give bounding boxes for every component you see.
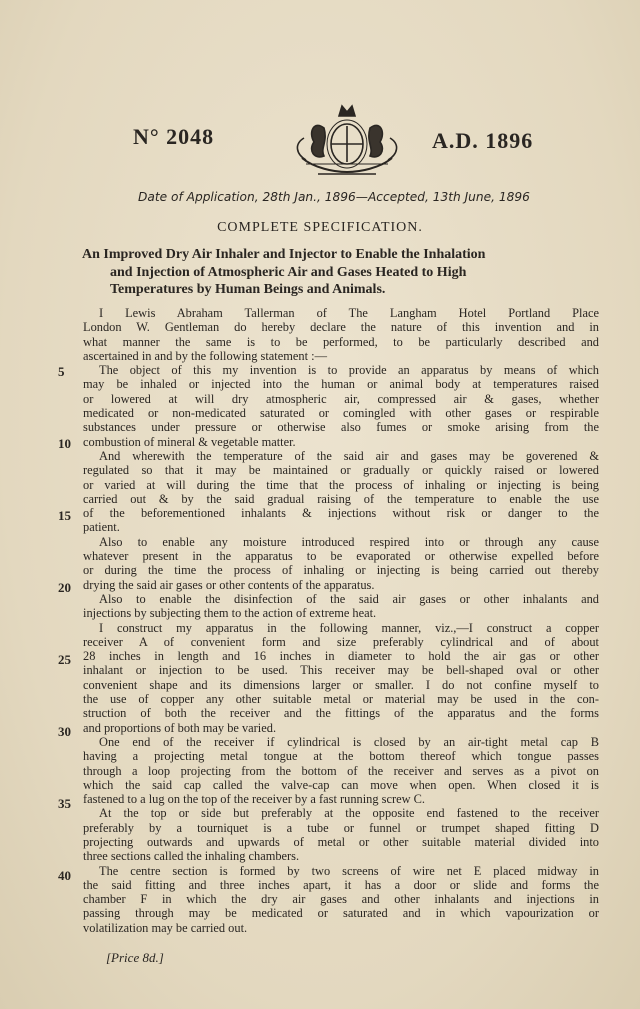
body-line: of the beforementioned inhalants & injections without risk or danger to the — [83, 506, 599, 521]
body-line: carried out & by the said gradual raising of the temperature to enable the use — [83, 491, 599, 506]
body-line: through a loop projecting from the bottom of the receiver and serves as a pivot on — [83, 763, 599, 778]
royal-coat-of-arms-icon — [284, 98, 410, 180]
body-line: or varied at will during the time that the process of inhaling or injecting is being — [83, 477, 599, 492]
body-line: passing through may be medicated or saturated and in which vapourization or — [83, 906, 599, 921]
body-line: and proportions of both may be varied. — [83, 720, 277, 735]
body-line: combustion of mineral & vegetable matter. — [83, 434, 296, 449]
body-line: medicated or non-medicated saturated or comingled with other gases or respirable — [83, 406, 599, 421]
body-line: At the top or side but preferably at the opposite end fastened to the receiver — [99, 806, 599, 821]
body-line: patient. — [83, 520, 120, 535]
line-number: 15 — [58, 508, 71, 523]
title-line: and Injection of Atmospheric Air and Gases Heated to High — [110, 264, 467, 280]
body-line: or during the time the process of inhaling or injecting is being carried out thereby — [83, 563, 599, 578]
body-line: may be inhaled or injected into the human or animal body at temperatures raised — [83, 377, 599, 392]
body-line: I construct my apparatus in the following manner, viz.,—I construct a copper — [99, 620, 599, 635]
body-line: the use of copper any other suitable metal or material may be used in the con- — [83, 692, 599, 707]
body-line: convenient shape and its dimensions larger or smaller. I do not confine myself to — [83, 677, 599, 692]
specification-body — [83, 306, 599, 935]
title-line: An Improved Dry Air Inhaler and Injector to Enable the Inhalation — [82, 247, 486, 262]
line-number: 10 — [58, 436, 71, 451]
application-date-line: Date of Application, 28th Jan., 1896—Accepted, 13th June, 1896 — [138, 190, 530, 204]
price-label: [Price 8d.] — [106, 950, 164, 965]
line-number: 30 — [58, 724, 71, 739]
line-number: 35 — [58, 796, 71, 811]
body-line: what manner the same is to be performed, to be particularly described and — [83, 334, 599, 349]
body-line: volatilization may be carried out. — [83, 920, 248, 935]
body-line: fastened to a lug on the top of the receiver by a fast running screw C. — [83, 792, 426, 807]
line-number: 20 — [58, 580, 71, 595]
body-line: projecting outwards and upwards of metal or other suitable material divided into — [83, 834, 599, 849]
body-line: three sections called the inhaling chambers. — [83, 849, 300, 864]
body-line: Also to enable any moisture introduced respired into or through any cause — [99, 534, 599, 549]
patent-number: N° 2048 — [133, 124, 215, 149]
patent-year: A.D. 1896 — [432, 128, 534, 153]
body-line: And wherewith the temperature of the said air and gases may be goverened & — [99, 448, 599, 463]
line-number: 40 — [58, 868, 71, 883]
specification-heading: COMPLETE SPECIFICATION. — [217, 220, 423, 235]
body-line: preferably by a tourniquet is a tube or funnel or trumpet shaped fitting D — [83, 820, 599, 835]
body-line: regulated so that it may be maintained or gradually or quickly raised or lowered — [83, 463, 599, 478]
body-line: 28 inches in length and 16 inches in diameter to hold the air gas or other — [83, 649, 599, 664]
body-line: or lowered at will dry atmospheric air, compressed air & gases, whether — [83, 391, 599, 406]
body-line: ascertained in and by the following statement :— — [83, 348, 327, 363]
body-line: struction of both the receiver and the fittings of the apparatus and the forms — [83, 706, 599, 721]
body-line: receiver A of convenient form and size preferably cylindrical and of about — [83, 634, 599, 649]
body-line: One end of the receiver if cylindrical is closed by an air-tight metal cap B — [99, 734, 599, 749]
body-line: The object of this my invention is to provide an apparatus by means of which — [99, 363, 599, 378]
body-line: inhalant or injection to be used. This receiver may be bell-shaped oval or other — [83, 663, 599, 678]
body-line: Also to enable the disinfection of the said air gases or other inhalants and — [99, 591, 599, 606]
body-line: the said fitting and three inches apart, it has a door or slide and forms the — [83, 877, 599, 892]
body-line: The centre section is formed by two screens of wire net E placed midway in — [99, 863, 599, 878]
body-line: I Lewis Abraham Tallerman of The Langham Hotel Portland Place — [99, 306, 599, 320]
body-line: which the said cap called the valve-cap can move when open. When closed it is — [83, 777, 599, 792]
title-line: Temperatures by Human Beings and Animals. — [110, 282, 386, 297]
invention-title — [82, 246, 602, 299]
line-number: 25 — [58, 652, 71, 667]
body-line: London W. Gentleman do hereby declare the nature of this invention and in — [83, 320, 599, 335]
body-line: chamber F in which the dry air gases and other inhalants and injections in — [83, 892, 599, 907]
body-line: whatever present in the apparatus to be evaporated or otherwise expelled before — [83, 549, 599, 564]
line-number: 5 — [58, 364, 65, 379]
body-line: drying the said air gases or other contents of the apparatus. — [83, 577, 375, 592]
body-line: injections by subjecting them to the action of extreme heat. — [83, 606, 377, 621]
body-line: substances under pressure or otherwise also fumes or smoke arising from the — [83, 420, 599, 435]
body-line: having a projecting metal tongue at the bottom thereof which tongue passes — [83, 749, 599, 764]
